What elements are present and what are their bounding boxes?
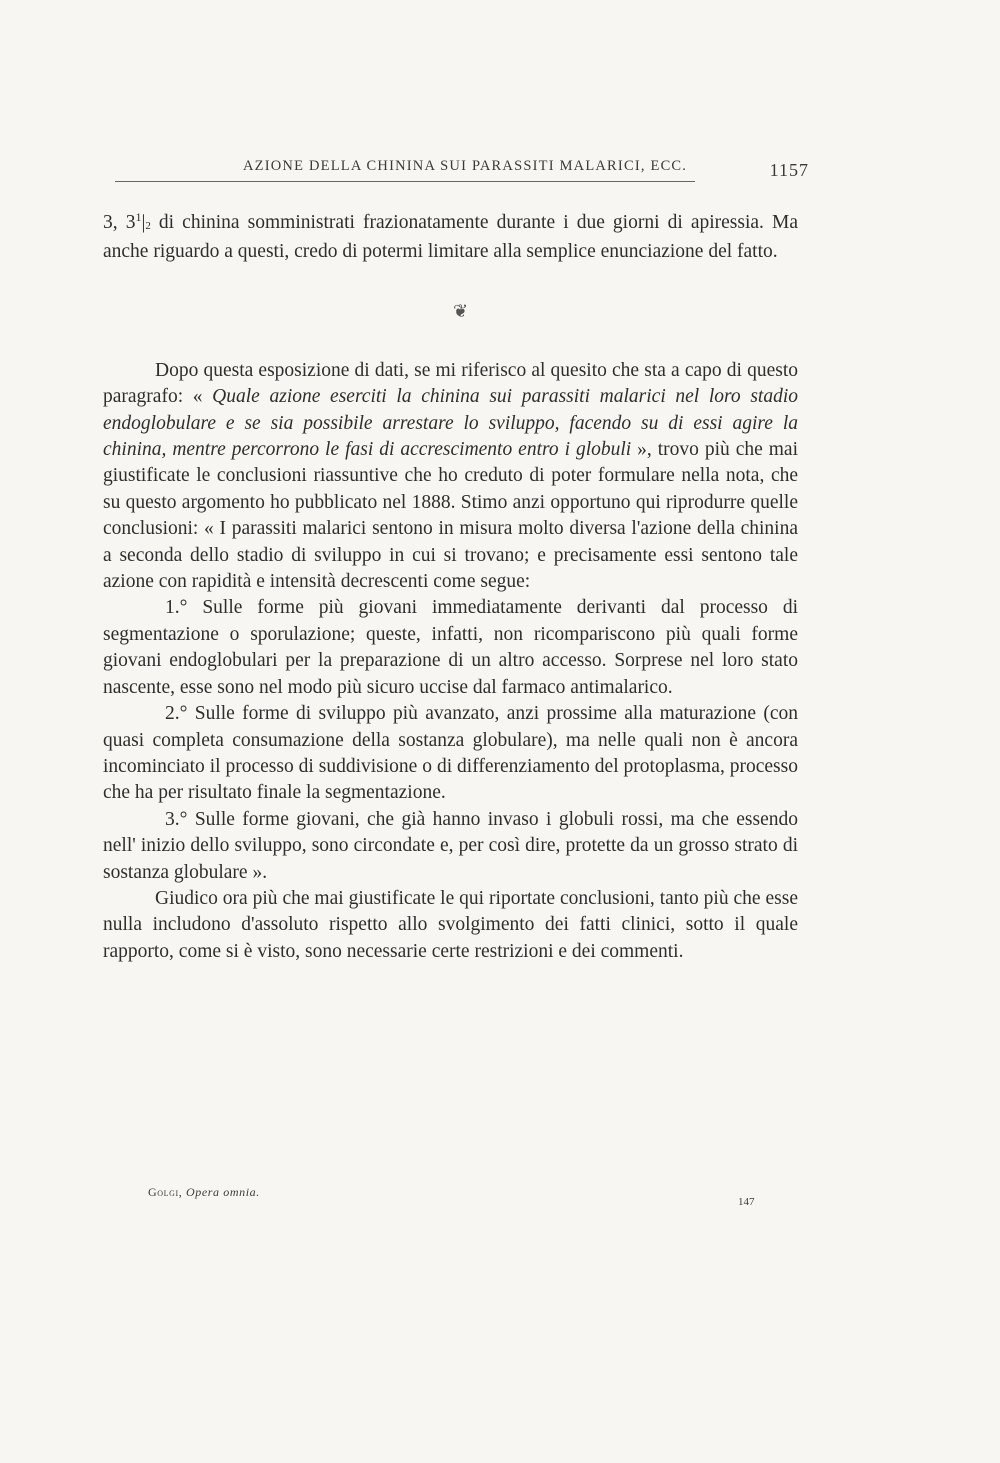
footer-signature-line xyxy=(148,1185,260,1200)
list-item-1: 1.° Sulle forme più giovani immediatamente derivanti dal processo di segmentazione o sporulazione; queste, infatti, non ricompariscono più quali forme giovani endoglobulari per la preparazione di un altro accesso. Sorprese nel loro stato nascente, esse sono nel modo più sicuro uccise dal farmaco antimalarico. xyxy=(103,597,798,698)
running-head xyxy=(115,158,815,182)
paragraph-2 xyxy=(103,358,798,596)
paragraph-2-quote: Quale azione eserciti la chinina sui parassiti malarici nel loro stadio endoglobulare e se sia possibile arrestare lo sviluppo, facendo su di essi agire la chinina, mentre percorrono le fasi di accrescimento entro i globuli xyxy=(103,386,798,461)
section-ornament xyxy=(103,280,798,344)
paragraph-continuation: 3, $3^1|2$ di chinina somministrati frazionatamente durante i due giorni di apiressia. Ma anche riguardo a questi, credo di potermi limitare alla semplice enunciazione del fatto. xyxy=(103,210,798,263)
body-text xyxy=(103,204,798,965)
list-item-3: 3.° Sulle forme giovani, che già hanno invaso i globuli rossi, ma che essendo nell' inizio dello sviluppo, sono circondate e, per così dire, protette da un grosso strato di sostanza globulare ». xyxy=(103,808,798,883)
paragraph-final: Giudico ora più che mai giustificate le qui riportate conclusioni, tanto più che esse nulla includono d'assoluto rispetto allo svolgimento dei fatti clinici, sotto il quale rapporto, come si è visto, sono necessarie certe restrizioni e dei commenti. xyxy=(103,887,798,962)
page-number: 1157 xyxy=(769,160,809,180)
paragraph-2-rest: », trovo più che mai giustificate le conclusioni riassuntive che ho creduto di poter formulare nella nota, che su questo argomento ho pubblicato nel 1888. Stimo anzi opportuno qui riprodurre quelle conclusioni: « I parassiti malarici sentono in misura molto diversa l'azione della chinina a seconda dello stadio di sviluppo in cui si trovano; e precisamente essi sentono tale azione con rapidità e intensità decrescenti come segue: xyxy=(103,439,798,593)
footer-work-title: Opera omnia. xyxy=(185,1185,260,1199)
running-title: AZIONE DELLA CHININA SUI PARASSITI MALARICI, ECC. xyxy=(243,158,688,174)
list-item-2: 2.° Sulle forme di sviluppo più avanzato, anzi prossime alla maturazione (con quasi completa consumazione della sostanza globulare), ma nelle quali non è ancora incominciato il processo di suddivisione o di differenziamento del protoplasma, processo che ha per risultato finale la segmentazione. xyxy=(103,703,798,804)
fraction-numerator: 1 xyxy=(135,210,142,224)
footer-signature-number: 147 xyxy=(738,1196,755,1208)
fraction-denominator: 2 xyxy=(145,220,151,232)
footer-author: Golgi, xyxy=(148,1185,183,1199)
dose-prefix: 3, 3 xyxy=(103,212,136,233)
paragraph-2-intro: Dopo questa esposizione di dati, se mi riferisco al quesito che sta a capo di questo paragrafo: « xyxy=(103,359,798,408)
ornament-icon: ❦ xyxy=(453,300,469,321)
header-rule xyxy=(115,181,695,182)
paragraph-1-text: di chinina somministrati frazionatamente durante i due giorni di apiressia. Ma anche riguardo a questi, credo di potermi limitare alla semplice enunciazione del fatto. xyxy=(103,212,798,263)
